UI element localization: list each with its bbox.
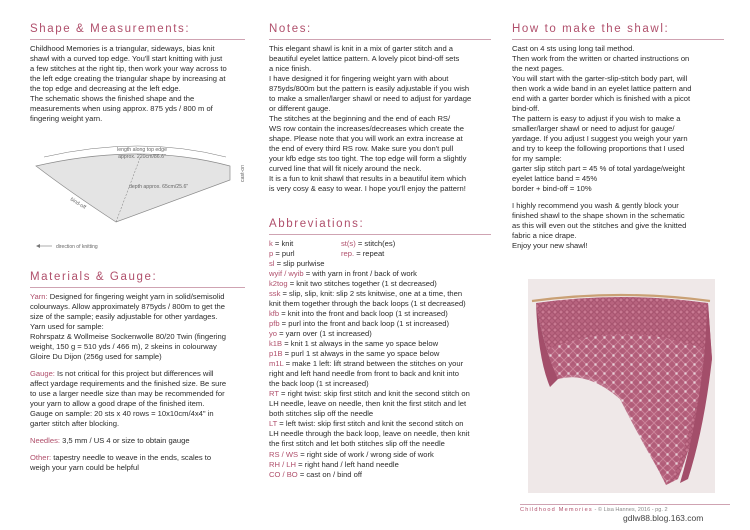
abbr-k2tog: k2tog = knit two stitches together (1 st decreased)	[269, 279, 437, 289]
howto-text-blocking: I highly recommend you wash & gently block your finished shawl to the shape shown in the schematic as this will even out the stitches and give the knitted fabric a nice drape. Enjoy your new shawl!	[512, 201, 687, 251]
abbr-purl: p = purl	[269, 249, 295, 259]
gauge-text: Gauge: Is not critical for this project but differences will affect yardage requirements and the finished size. Be sure to use a larger needle size than may be recommended for your yarn to allow a good drape of the finished item. Gauge on sample: 20 sts x 40 rows = 10x10cm/4x4" in garter stitch after blocking.	[30, 369, 227, 429]
shape-text: Childhood Memories is a triangular, sideways, bias knit shawl with a curved top edge. You'll start knitting with just a few stitches at the right tip, then work your way across to the left edge creating the triangular shape by increasing at the top edge and decreasing at the left edge. The schematic shows the finished shape and the measurements when using approx. 875 yds / 800 m of fingering weight yarn.	[30, 44, 227, 124]
column-middle	[269, 22, 491, 194]
yarn-text: Yarn: Designed for fingering weight yarn in solid/semisolid colourways. Allow approximately 875yds / 800m to get the size of the sample; easily adjustable for other yardages. Yarn used for sample: Rohrspatz & Wollmeise Sockenwolle 80/20 Twin (fingering weight, 150 g = 510 yds / 466 m), 2 skeins in colourway Gloire Du Dijon (256g used for sample)	[30, 292, 226, 362]
abbr-slip: sl = slip purlwise	[269, 259, 325, 269]
column-middle-abbreviations	[269, 217, 491, 480]
schematic-length-label-2: approx. 220cm/86.6"	[118, 154, 166, 160]
abbr-co-bo: CO / BO = cast on / bind off	[269, 469, 362, 479]
shawl-illustration	[528, 279, 715, 493]
watermark-text: gdlw88.blog.163.com	[623, 513, 704, 523]
abbr-k1b: k1B = knit 1 st always in the same yo space below	[269, 339, 439, 349]
schematic-cast-on-label: cast-on	[240, 164, 246, 182]
other-text: Other: tapestry needle to weave in the ends, scales to weigh your yarn could be helpful	[30, 453, 212, 473]
other-label: Other:	[30, 453, 52, 463]
column-left	[30, 22, 245, 124]
needles-label: Needles:	[30, 436, 60, 446]
abbr-stitch: st(s) = stitch(es)	[341, 239, 396, 249]
abbr-rh-lh: RH / LH = right hand / left hand needle	[269, 459, 399, 469]
direction-arrowhead-icon	[36, 244, 40, 248]
howto-text: Cast on 4 sts using long tail method. Then work from the written or charted instructions on the next pages. You will start with the garter-slip-stitch body part, will then work a wide band in an eyelet lattice pattern and end with a garter border which is finished with a picot bind-off. The pattern is easy to adjust if you wish to make a smaller/larger shawl or need to adjust for gauge/ yardage. If you adjust I suggest you weigh your yarn and try to keep the following proportions that I used for my sample: garter slip stitch part = 45 % of total yardage/weight eyelet lattice band = 45% border + bind-off = 10%	[512, 44, 692, 194]
yarn-label: Yarn:	[30, 292, 48, 302]
abbr-knit: k = knit	[269, 239, 294, 249]
footer-credit: © Lisa Hannes, 2016 - pg. 2	[597, 507, 668, 513]
schematic-bind-off-label: bind-off	[68, 196, 87, 211]
shawl-schematic	[30, 140, 250, 252]
materials-heading: Materials & Gauge:	[30, 270, 245, 288]
abbr-lt: LT = left twist: skip first stitch and knit the second stitch on LH needle through the back loop, leave on needle, then knit the first stitch and let both stitches slip off the needle	[269, 419, 470, 449]
abbr-m1l: m1L = make 1 left: lift strand between the stitches on your right and left hand needle from front to back and knit into the back loop (1 st increased)	[269, 359, 464, 389]
schematic-depth-label: depth approx. 65cm/25.6"	[129, 184, 189, 190]
gauge-label: Gauge:	[30, 369, 55, 379]
howto-heading: How to make the shawl:	[512, 22, 724, 40]
abbr-yo: yo = yarn over (1 st increased)	[269, 329, 372, 339]
notes-heading: Notes:	[269, 22, 491, 40]
shape-heading: Shape & Measurements:	[30, 22, 245, 40]
abbr-kfb: kfb = knit into the front and back loop (1 st increased)	[269, 309, 448, 319]
footer-brand: Childhood Memories	[520, 507, 593, 513]
abbreviations-grid	[269, 239, 491, 269]
column-left-materials	[30, 270, 245, 473]
abbr-rt: RT = right twist: skip first stitch and knit the second stitch on LH needle, leave on needle, then knit the first stitch and let both stitches slip off the needle	[269, 389, 470, 419]
abbr-wyif: wyif / wyib = with yarn in front / back of work	[269, 269, 417, 279]
abbr-p1b: p1B = purl 1 st always in the same yo space below	[269, 349, 440, 359]
abbr-ssk: ssk = slip, slip, knit: slip 2 sts knitwise, one at a time, then knit them together through the back loops (1 st decreased)	[269, 289, 466, 309]
shawl-photo	[528, 279, 715, 493]
schematic-direction-label: direction of knitting	[56, 244, 98, 250]
abbreviations-heading: Abbreviations:	[269, 217, 491, 235]
column-right	[512, 22, 724, 251]
schematic-length-label-1: length along top edge	[117, 147, 167, 153]
abbr-repeat: rep. = repeat	[341, 249, 385, 259]
notes-text: This elegant shawl is knit in a mix of garter stitch and a beautiful eyelet lattice pattern. A lovely picot bind-off sets a nice finish. I have designed it for fingering weight yarn with about 875yds/800m but the pattern is easily adjustable if you wish to make a smaller/larger shawl or need to adjust for yardage or different gauge. The stitches at the beginning and the end of each RS/ WS row contain the increases/decreases which create the shape. Please note that you will work an extra increase at the end of every third RS row. Make sure you don't pull your kfb edge sts too tight. The top edge will form a slightly curved line that will fit nicely around the neck. It is a fun to knit shawl that results in a beautiful item which is very cosy & easy to wear. I hope you'll enjoy the pattern!	[269, 44, 472, 194]
needles-text: Needles: 3,5 mm / US 4 or size to obtain gauge	[30, 436, 190, 446]
footer-separator: -	[592, 507, 598, 513]
abbr-rs-ws: RS / WS = right side of work / wrong side of work	[269, 449, 434, 459]
abbr-pfb: pfb = purl into the front and back loop (1 st increased)	[269, 319, 450, 329]
